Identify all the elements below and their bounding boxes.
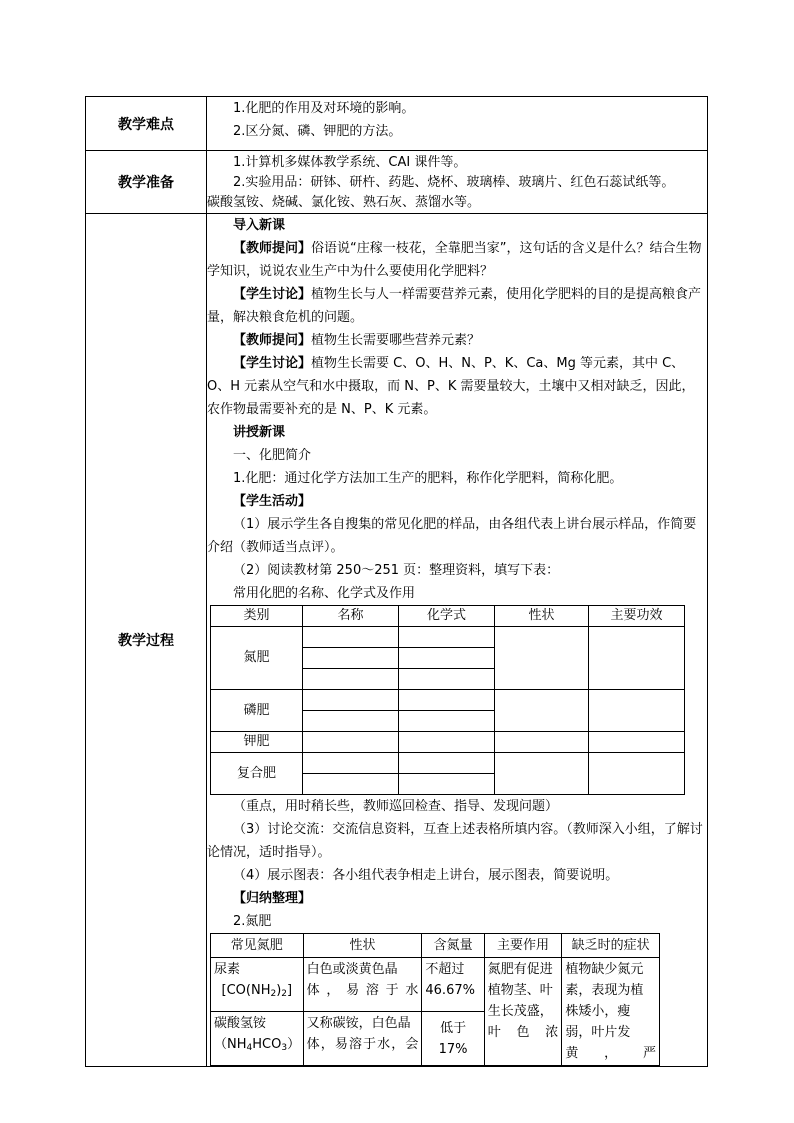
preparation-label: 教学准备 xyxy=(86,151,207,214)
q1-tag: 【教师提问】 xyxy=(233,241,312,256)
abc-sub-1: 4 xyxy=(246,1043,253,1053)
abc-property: 又称碳铵，白色晶体，易溶于水，会 xyxy=(303,1012,422,1066)
t1-cell xyxy=(495,690,589,732)
t1-category-potassium: 钾肥 xyxy=(211,732,303,753)
t1-cell xyxy=(399,648,495,669)
t1-cell xyxy=(303,732,399,753)
nitrogen-deficiency-symptom: 植物缺少氮元素，表现为植株矮小，瘦弱，叶片发黄，严 xyxy=(562,958,660,1066)
activity-4: （4）展示图表：各小组代表争相走上讲台，展示图表，简要说明。 xyxy=(233,868,619,883)
urea-formula-a: [CO(NH xyxy=(221,983,271,998)
abc-cell xyxy=(211,1012,304,1066)
t1-cell xyxy=(399,753,495,774)
preparation-line-1: 1.计算机多媒体教学系统、CAI 课件等。 xyxy=(233,155,467,170)
t1-cell xyxy=(495,732,589,753)
t1-cell xyxy=(589,627,685,690)
difficulty-line-1: 1.化肥的作用及对环境的影响。 xyxy=(233,101,415,116)
note-line: （重点，用时稍长些，教师巡回检查、指导、发现问题） xyxy=(233,799,559,814)
t1-cell xyxy=(303,774,399,795)
t1-header-formula: 化学式 xyxy=(399,606,495,627)
t1-header-function: 主要功效 xyxy=(589,606,685,627)
t1-category-compound: 复合肥 xyxy=(211,753,303,795)
urea-sub-2: 2 xyxy=(281,989,288,999)
nitrogen-function: 氮肥有促进植物茎、叶生长茂盛，叶色浓 xyxy=(484,958,562,1066)
urea-cell xyxy=(211,958,304,1012)
fertilizer-fill-table xyxy=(210,605,685,795)
abc-n-content: 低于 17% xyxy=(422,1012,484,1066)
q1-text: 俗语说“庄稼一枝花，全靠肥当家”，这句话的含义是什么？结合生物学知识，说说农业生产中为什么要使用化学肥料？ xyxy=(207,241,702,279)
t1-header-category: 类别 xyxy=(211,606,303,627)
t1-cell xyxy=(303,669,399,690)
urea-n-content: 不超过 46.67% xyxy=(422,958,484,1012)
t2-header-n-content: 含氮量 xyxy=(422,934,484,958)
difficulty-label: 教学难点 xyxy=(86,97,207,151)
urea-formula-c: ] xyxy=(287,983,293,998)
student-discussion-1 xyxy=(207,283,707,329)
t1-cell xyxy=(495,627,589,690)
t1-cell xyxy=(303,711,399,732)
t1-cell xyxy=(399,627,495,648)
t1-cell xyxy=(303,648,399,669)
lesson-plan-table xyxy=(85,96,708,1067)
t1-cell xyxy=(303,690,399,711)
t1-cell xyxy=(399,774,495,795)
t1-cell xyxy=(589,753,685,795)
preparation-line-3: 碳酸氢铵、烧碱、氯化铵、熟石灰、蒸馏水等。 xyxy=(207,195,481,210)
section-1-title: 一、化肥简介 xyxy=(233,448,312,463)
t1-cell xyxy=(589,732,685,753)
activity-3: （3）讨论交流：交流信息资料，互查上述表格所填内容。（教师深入小组，了解讨论情况，适时指导）。 xyxy=(207,822,703,860)
nitrogen-fertilizer-table xyxy=(210,933,660,1066)
summary-tag: 【归纳整理】 xyxy=(233,891,312,906)
abc-formula-c: ） xyxy=(287,1037,301,1052)
activity-1: （1）展示学生各自搜集的常见化肥的样品，由各组代表上讲台展示样品，作简要介绍（教师适当点评）。 xyxy=(207,517,697,555)
t1-cell xyxy=(495,753,589,795)
abc-sub-2: 3 xyxy=(281,1043,288,1053)
t2-header-fertilizer: 常见氮肥 xyxy=(211,934,304,958)
t1-cell xyxy=(399,669,495,690)
t1-cell xyxy=(303,753,399,774)
d2-tag: 【学生讨论】 xyxy=(233,356,312,371)
student-discussion-2 xyxy=(207,352,707,421)
abc-formula-b: HCO xyxy=(252,1037,282,1052)
t1-category-phosphorus: 磷肥 xyxy=(211,690,303,732)
t1-cell xyxy=(399,732,495,753)
process-content xyxy=(207,214,708,1067)
student-activity-tag: 【学生活动】 xyxy=(233,494,312,509)
preparation-content xyxy=(207,151,708,214)
t2-header-symptom: 缺乏时的症状 xyxy=(562,934,660,958)
t1-cell xyxy=(399,711,495,732)
fertilizer-definition: 1.化肥：通过化学方法加工生产的肥料，称作化学肥料，简称化肥。 xyxy=(233,471,623,486)
t2-header-function: 主要作用 xyxy=(484,934,562,958)
difficulty-content xyxy=(207,97,708,151)
urea-formula-b: ) xyxy=(276,983,282,998)
t1-cell xyxy=(589,690,685,732)
urea-sub-1: 2 xyxy=(270,989,277,999)
d1-tag: 【学生讨论】 xyxy=(233,287,312,302)
teacher-question-1 xyxy=(207,237,707,283)
t1-category-nitrogen: 氮肥 xyxy=(211,627,303,690)
intro-heading: 导入新课 xyxy=(233,218,286,233)
table1-caption: 常用化肥的名称、化学式及作用 xyxy=(233,586,416,601)
process-label: 教学过程 xyxy=(86,214,207,1067)
abc-formula xyxy=(214,1034,300,1059)
t1-cell xyxy=(303,627,399,648)
preparation-line-2: 2.实验用品：研钵、研杵、药匙、烧杯、玻璃棒、玻璃片、红色石蕊试纸等。 xyxy=(233,175,675,190)
d1-text: 植物生长与人一样需要营养元素，使用化学肥料的目的是提高粮食产量，解决粮食危机的问题。 xyxy=(207,287,702,325)
urea-name: 尿素 xyxy=(214,962,241,977)
urea-formula xyxy=(214,980,300,1005)
urea-property: 白色或淡黄色晶体，易溶于水 xyxy=(303,958,422,1012)
teacher-question-2 xyxy=(207,329,707,352)
t1-header-property: 性状 xyxy=(495,606,589,627)
abc-formula-a: （NH xyxy=(214,1037,247,1052)
section-2-title: 2.氮肥 xyxy=(233,914,272,929)
abc-name: 碳酸氢铵 xyxy=(214,1016,267,1031)
q2-text: 植物生长需要哪些营养元素？ xyxy=(311,333,481,348)
difficulty-line-2: 2.区分氮、磷、钾肥的方法。 xyxy=(233,124,402,139)
new-lesson-heading: 讲授新课 xyxy=(233,425,286,440)
d2-text: 植物生长需要 C、O、H、N、P、K、Ca、Mg 等元素，其中 C、O、H 元素从空气和水中摄取，而 N、P、K 需要量较大，土壤中又相对缺乏，因此，农作物最需要补充的是 N、P、K 元素。 xyxy=(207,356,695,417)
activity-2: （2）阅读教材第 250～251 页：整理资料，填写下表： xyxy=(233,563,560,578)
t2-header-property: 性状 xyxy=(303,934,422,958)
t1-header-name: 名称 xyxy=(303,606,399,627)
t1-cell xyxy=(399,690,495,711)
q2-tag: 【教师提问】 xyxy=(233,333,312,348)
